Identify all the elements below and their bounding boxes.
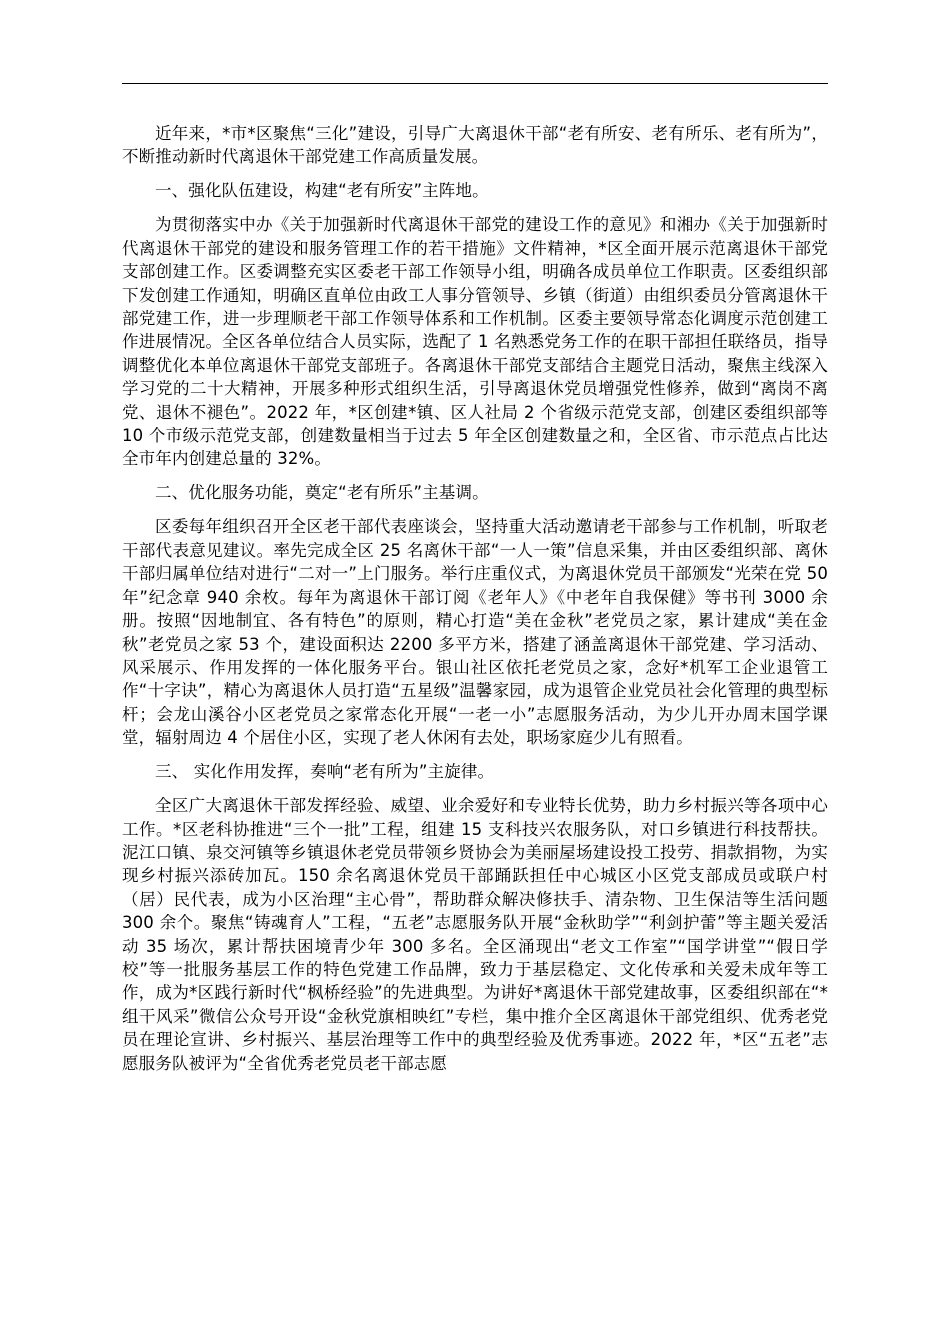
section-1-paragraph: 为贯彻落实中办《关于加强新时代离退休干部党的建设工作的意见》和湘办《关于加强新时代离退休干部党的建设和服务管理工作的若干措施》文件精神，*区全面开展示范离退休干部党支部创建工作。区委调整充实区委老干部工作领导小组，明确各成员单位工作职责。区委组织部下发创建工作通知，明确区直单位由政工人事分管领导、乡镇（街道）由组织委员分管离退休干部党建工作，进一步理顺老干部工作领导体系和工作机制。区委主要领导常态化调度示范创建工作进展情况。全区各单位结合人员实际，选配了 1 名熟悉党务工作的在职干部担任联络员，指导调整优化本单位离退休干部党支部班子。各离退休干部党支部结合主题党日活动，聚焦主线深入学习党的二十大精神，开展多种形式组织生活，引导离退休党员增强党性修养，做到“离岗不离党、退休不褪色”。2022 年，*区创建*镇、区人社局 2 个省级示范党支部，创建区委组织部等 10 个市级示范党支部，创建数量相当于过去 5 年全区创建数量之和，全区省、市示范点占比达全市年内创建总量的 32%。 — [122, 215, 828, 469]
section-3-paragraph: 全区广大离退休干部发挥经验、威望、业余爱好和专业特长优势，助力乡村振兴等各项中心工作。*区老科协推进“三个一批”工程，组建 15 支科技兴农服务队，对口乡镇进行科技帮扶。泥江口镇、泉交河镇等乡镇退休老党员带领乡贤协会为美丽屋场建设投工投劳、捐款捐物，为实现乡村振兴添砖加瓦。150 余名离退休党员干部踊跃担任中心城区小区党支部成员或联户村（居）民代表，成为小区治理“主心骨”，帮助群众解决修扶手、清杂物、卫生保洁等生活问题 300 余个。聚焦“铸魂育人”工程，“五老”志愿服务队开展“金秋助学”“利剑护蕾”等主题关爱活动 35 场次，累计帮扶困境青少年 300 多名。全区涌现出“老文工作室”“国学讲堂”“假日学校”等一批服务基层工作的特色党建工作品牌，致力于基层稳定、文化传承和关爱未成年等工作，成为*区践行新时代“枫桥经验”的先进典型。为讲好*离退休干部党建故事，区委组织部在“*组干风采”微信公众号开设“金秋党旗相映红”专栏，集中推介全区离退休干部党组织、优秀老党员在理论宣讲、乡村振兴、基层治理等工作中的典型经验及优秀事迹。2022 年，*区“五老”志愿服务队被评为“全省优秀老党员老干部志愿 — [122, 796, 828, 1073]
intro-paragraph: 近年来，*市*区聚焦“三化”建设，引导广大离退休干部“老有所安、老有所乐、老有所为”，不断推动新时代离退休干部党建工作高质量发展。 — [122, 124, 828, 167]
header-rule — [122, 83, 828, 84]
section-heading-3: 三、 实化作用发挥，奏响“老有所为”主旋律。 — [155, 762, 495, 782]
section-heading-1: 一、强化队伍建设，构建“老有所安”主阵地。 — [155, 181, 489, 201]
section-2-paragraph: 区委每年组织召开全区老干部代表座谈会，坚持重大活动邀请老干部参与工作机制，听取老干部代表意见建议。率先完成全区 25 名离休干部“一人一策”信息采集，并由区委组织部、离休干部归属单位结对进行“二对一”上门服务。举行庄重仪式，为离退休党员干部颁发“光荣在党 50 年”纪念章 940 余枚。每年为离退休干部订阅《老年人》《中老年自我保健》等书刊 3000 余册。按照“因地制宜、各有特色”的原则，精心打造“美在金秋”老党员之家，累计建成“美在金秋”老党员之家 53 个，建设面积达 2200 多平方米，搭建了涵盖离退休干部党建、学习活动、风采展示、作用发挥的一体化服务平台。银山社区依托老党员之家，念好*机军工企业退管工作“十字诀”，精心为离退休人员打造“五星级”温馨家园，成为退管企业党员社会化管理的典型标杆；会龙山溪谷小区老党员之家常态化开展“一老一小”志愿服务活动，为少儿开办周末国学课堂，辐射周边 4 个居住小区，实现了老人休闲有去处，职场家庭少儿有照看。 — [122, 517, 828, 748]
document-body — [122, 122, 828, 1086]
section-heading-2: 二、优化服务功能，奠定“老有所乐”主基调。 — [155, 483, 489, 503]
